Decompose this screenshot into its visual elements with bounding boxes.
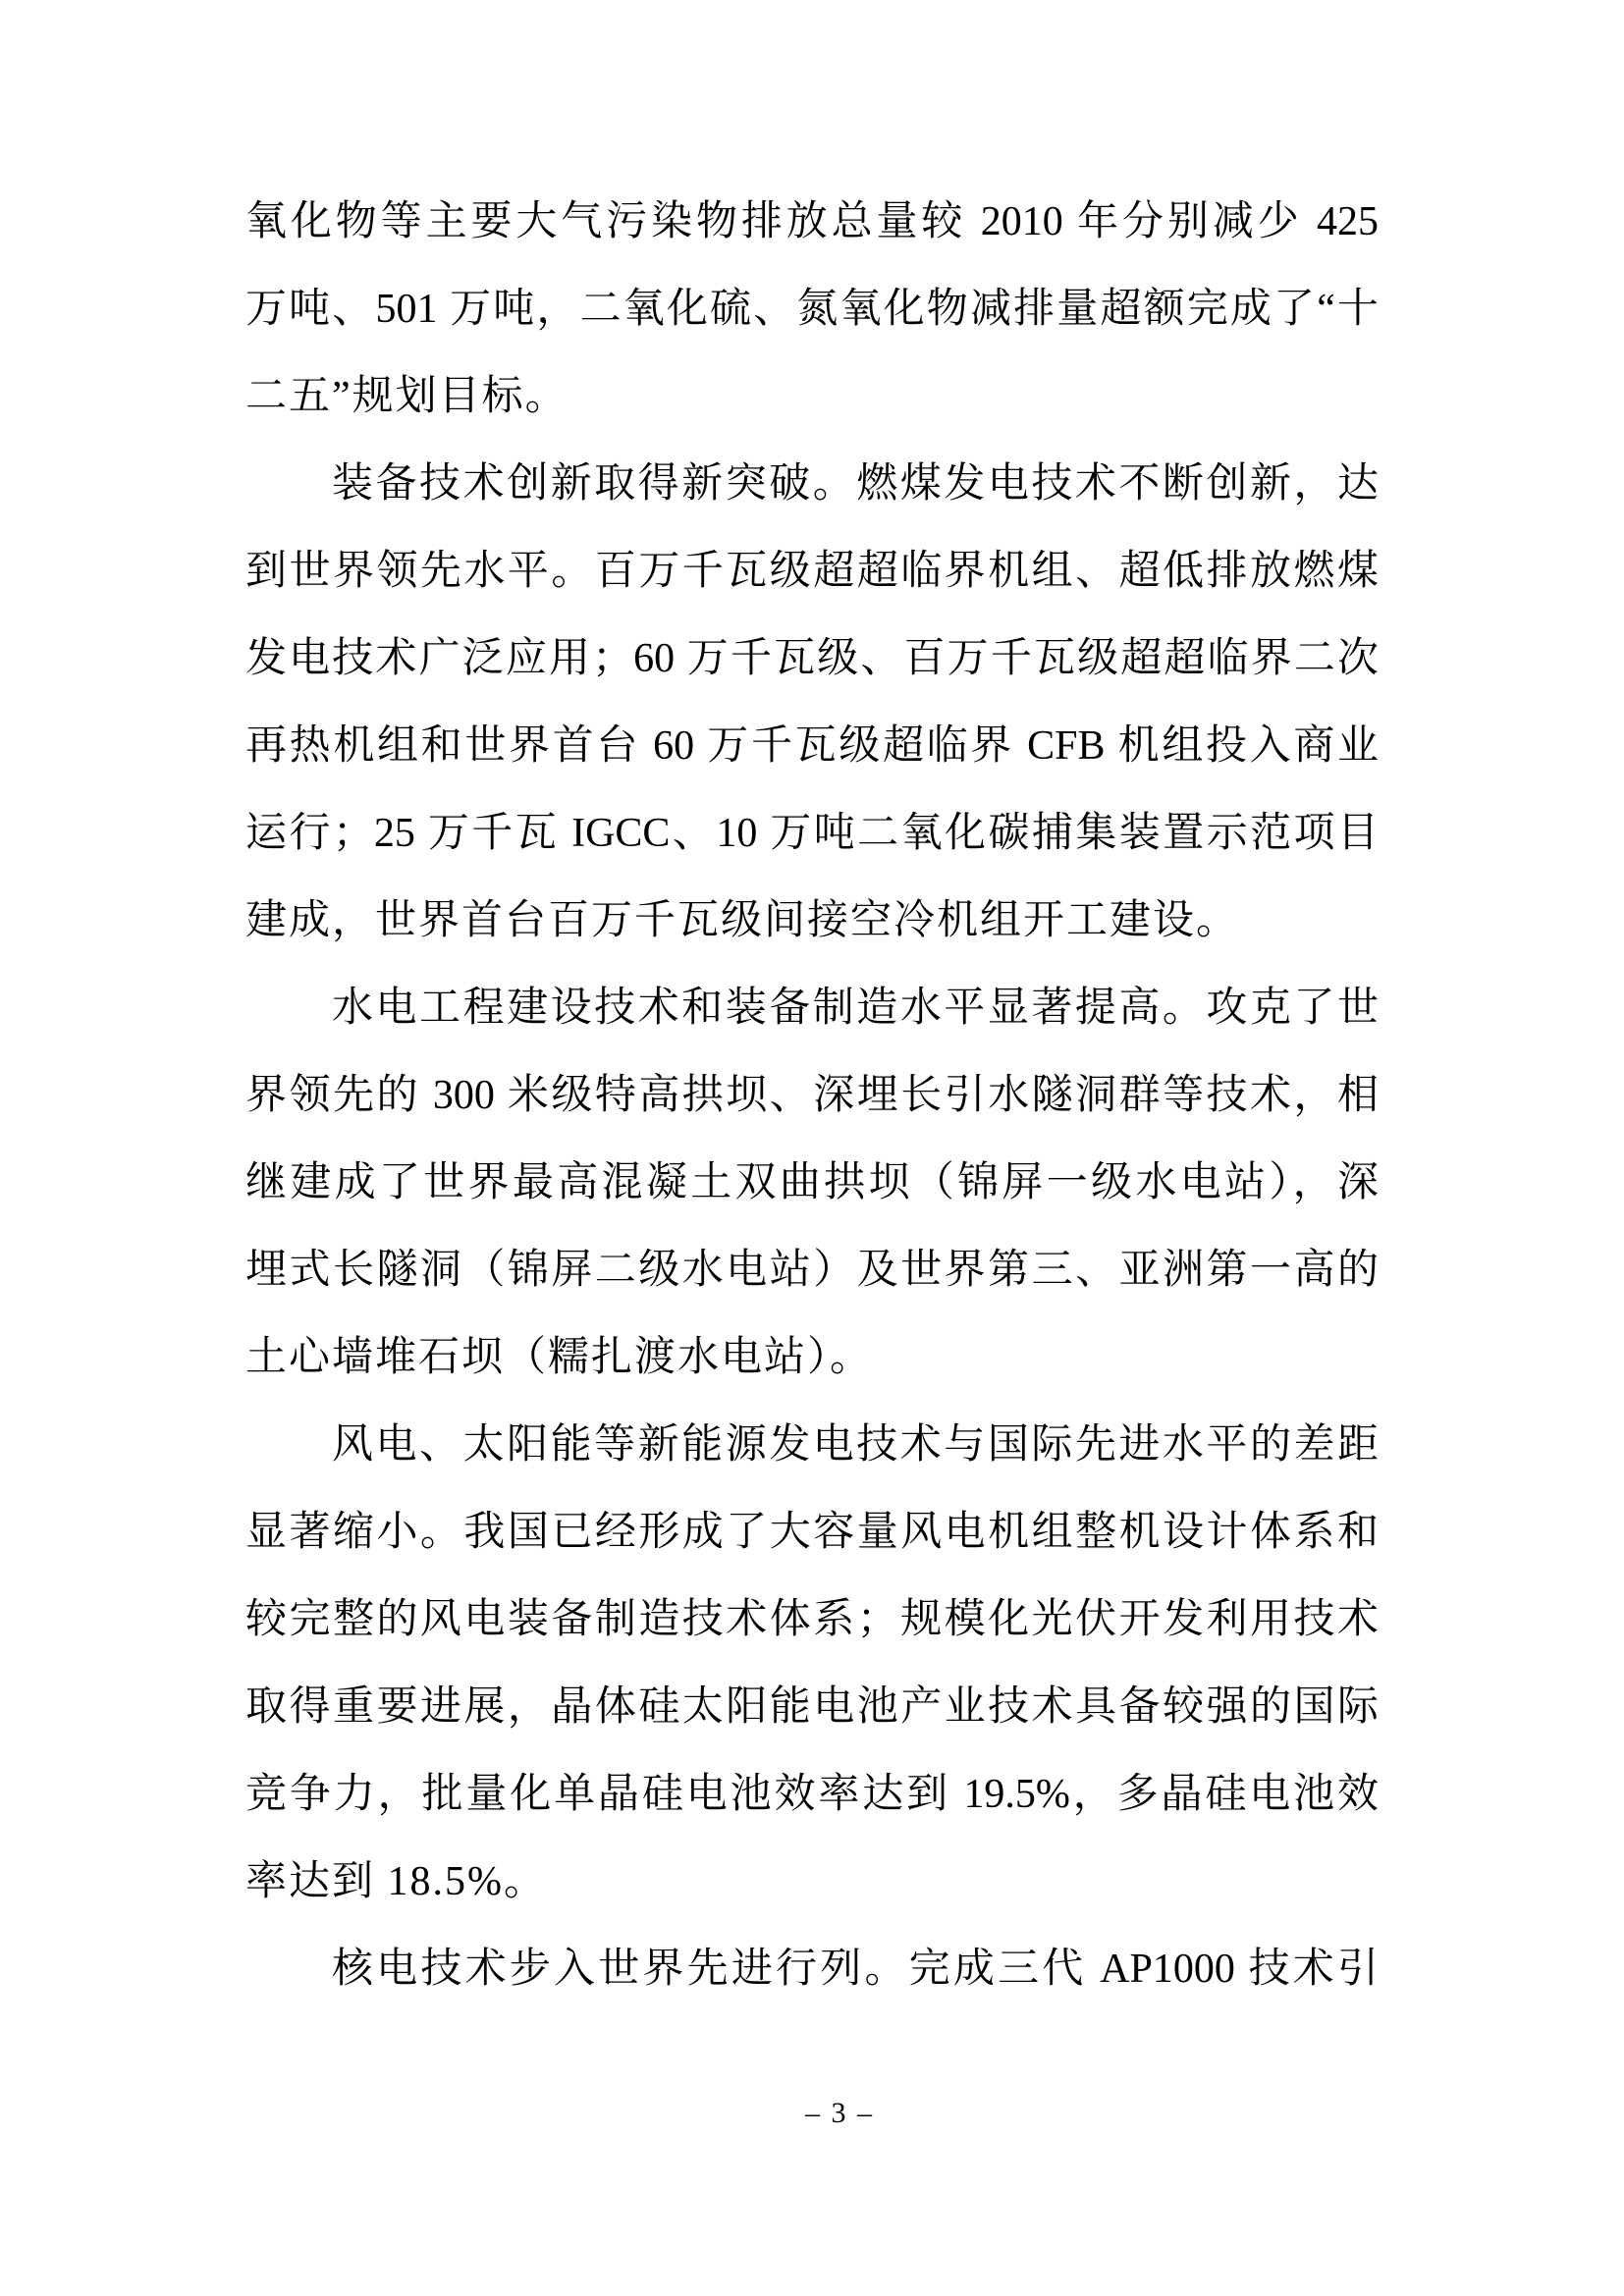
text-line: 取得重要进展，晶体硅太阳能电池产业技术具备较强的国际: [245, 1684, 1379, 1730]
text-line: 氧化物等主要大气污染物排放总量较 2010 年分别减少 425: [245, 199, 1379, 244]
text-line: 到世界领先水平。百万千瓦级超超临界机组、超低排放燃煤: [245, 549, 1379, 594]
text-line: 万吨、501 万吨，二氧化硫、氮氧化物减排量超额完成了“十: [245, 287, 1379, 332]
text-line: 土心墙堆石坝（糯扎渡水电站）。: [245, 1335, 874, 1380]
text-line: 水电工程建设技术和装备制造水平显著提高。攻克了世: [332, 986, 1379, 1031]
page-number: – 3 –: [805, 2097, 874, 2129]
text-line: 核电技术步入世界先进行列。完成三代 AP1000 技术引: [332, 1947, 1379, 1992]
text-line: 显著缩小。我国已经形成了大容量风电机组整机设计体系和: [245, 1510, 1379, 1555]
text-line: 装备技术创新取得新突破。燃煤发电技术不断创新，达: [332, 461, 1379, 507]
text-line: 界领先的 300 米级特高拱坝、深埋长引水隧洞群等技术，相: [245, 1073, 1379, 1118]
text-line: 风电、太阳能等新能源发电技术与国际先进水平的差距: [332, 1422, 1379, 1468]
text-line: 发电技术广泛应用；60 万千瓦级、百万千瓦级超超临界二次: [245, 636, 1379, 681]
document-body: [245, 179, 1379, 2013]
text-line: 运行；25 万千瓦 IGCC、10 万吨二氧化碳捕集装置示范项目: [245, 811, 1379, 856]
text-line: 埋式长隧洞（锦屏二级水电站）及世界第三、亚洲第一高的: [245, 1248, 1379, 1293]
text-line: 二五”规划目标。: [245, 374, 568, 419]
text-line: 较完整的风电装备制造技术体系；规模化光伏开发利用技术: [245, 1597, 1379, 1642]
text-line: 竞争力，批量化单晶硅电池效率达到 19.5%，多晶硅电池效: [245, 1772, 1379, 1817]
text-line: 建成，世界首台百万千瓦级间接空冷机组开工建设。: [245, 898, 1240, 943]
text-line: 再热机组和世界首台 60 万千瓦级超临界 CFB 机组投入商业: [245, 723, 1379, 769]
text-line: 率达到 18.5%。: [245, 1859, 547, 1904]
text-line: 继建成了世界最高混凝土双曲拱坝（锦屏一级水电站），深: [245, 1160, 1379, 1205]
